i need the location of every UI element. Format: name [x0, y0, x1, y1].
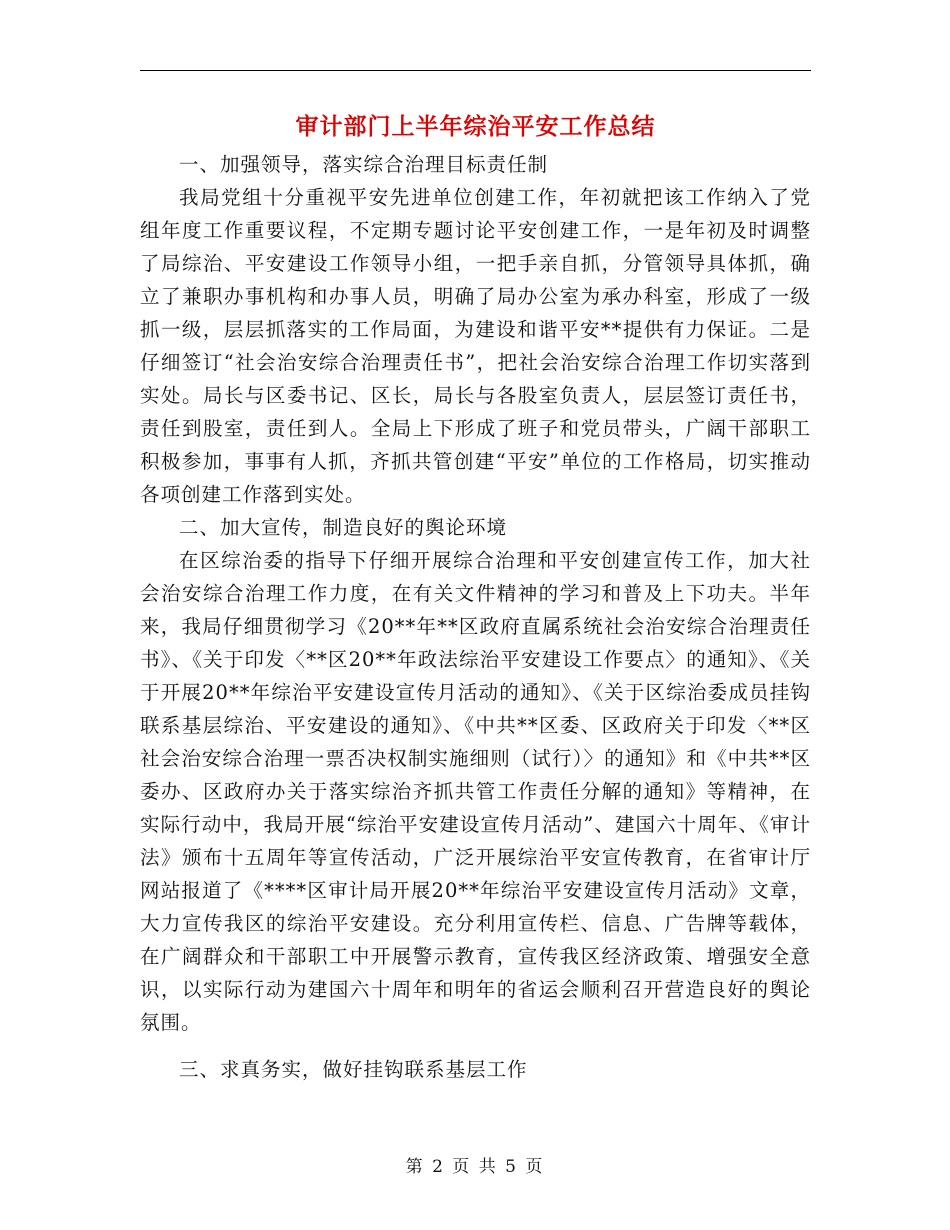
- paragraph-spacer: [140, 1039, 811, 1053]
- section-paragraph-1: 我局党组十分重视平安先进单位创建工作，年初就把该工作纳入了党组年度工作重要议程，不定期专题讨论平安创建工作，一是年初及时调整了局综治、平安建设工作领导小组，一把手亲自抓，分管领导具体抓，确立了兼职办事机构和办事人员，明确了局办公室为承办科室，形成了一级抓一级，层层抓落实的工作局面，为建设和谐平安**提供有力保证。二是仔细签订“社会治安综合治理责任书”，把社会治安综合治理工作切实落到实处。局长与区委书记、区长，局长与各股室负责人，层层签订责任书，责任到股室，责任到人。全局上下形成了班子和党员带头，广阔干部职工积极参加，事事有人抓，齐抓共管创建“平安”单位的工作格局，切实推动各项创建工作落到实处。: [140, 186, 811, 506]
- section-paragraph-2: 在区综治委的指导下仔细开展综合治理和平安创建宣传工作，加大社会治安综合治理工作力度，在有关文件精神的学习和普及上下功夫。半年来，我局仔细贯彻学习《20**年**区政府直属系统社会治安综合治理责任书》、《关于印发〈**区20**年政法综治平安建设工作要点〉的通知》、《关于开展20**年综治平安建设宣传月活动的通知》、《关于区综治委成员挂钩联系基层综治、平安建设的通知》、《中共**区委、区政府关于印发〈**区社会治安综合治理一票否决权制实施细则（试行）〉的通知》和《中共**区委办、区政府办关于落实综治齐抓共管工作责任分解的通知》等精神，在实际行动中，我局开展“综治平安建设宣传月活动”、建国六十周年、《审计法》颁布十五周年等宣传活动，广泛开展综治平安宣传教育，在省审计厅网站报道了《****区审计局开展20**年综治平安建设宣传月活动》文章，大力宣传我区的综治平安建设。充分利用宣传栏、信息、广告牌等载体，在广阔群众和干部职工中开展警示教育，宣传我区经济政策、增强安全意识，以实际行动为建国六十周年和明年的省运会顺利召开营造良好的舆论氛围。: [140, 549, 811, 1034]
- section-heading-3: 三、求真务实，做好挂钩联系基层工作: [179, 1058, 528, 1081]
- page-number-footer: 第 2 页 共 5 页: [405, 1157, 545, 1177]
- section-heading-2: 二、加大宣传，制造良好的舆论环境: [179, 516, 508, 539]
- document-title: 审计部门上半年综治平安工作总结: [295, 113, 656, 140]
- section-heading-1: 一、加强领导，落实综合治理目标责任制: [179, 153, 549, 176]
- document-body: [140, 148, 811, 1086]
- header-rule: [140, 70, 811, 71]
